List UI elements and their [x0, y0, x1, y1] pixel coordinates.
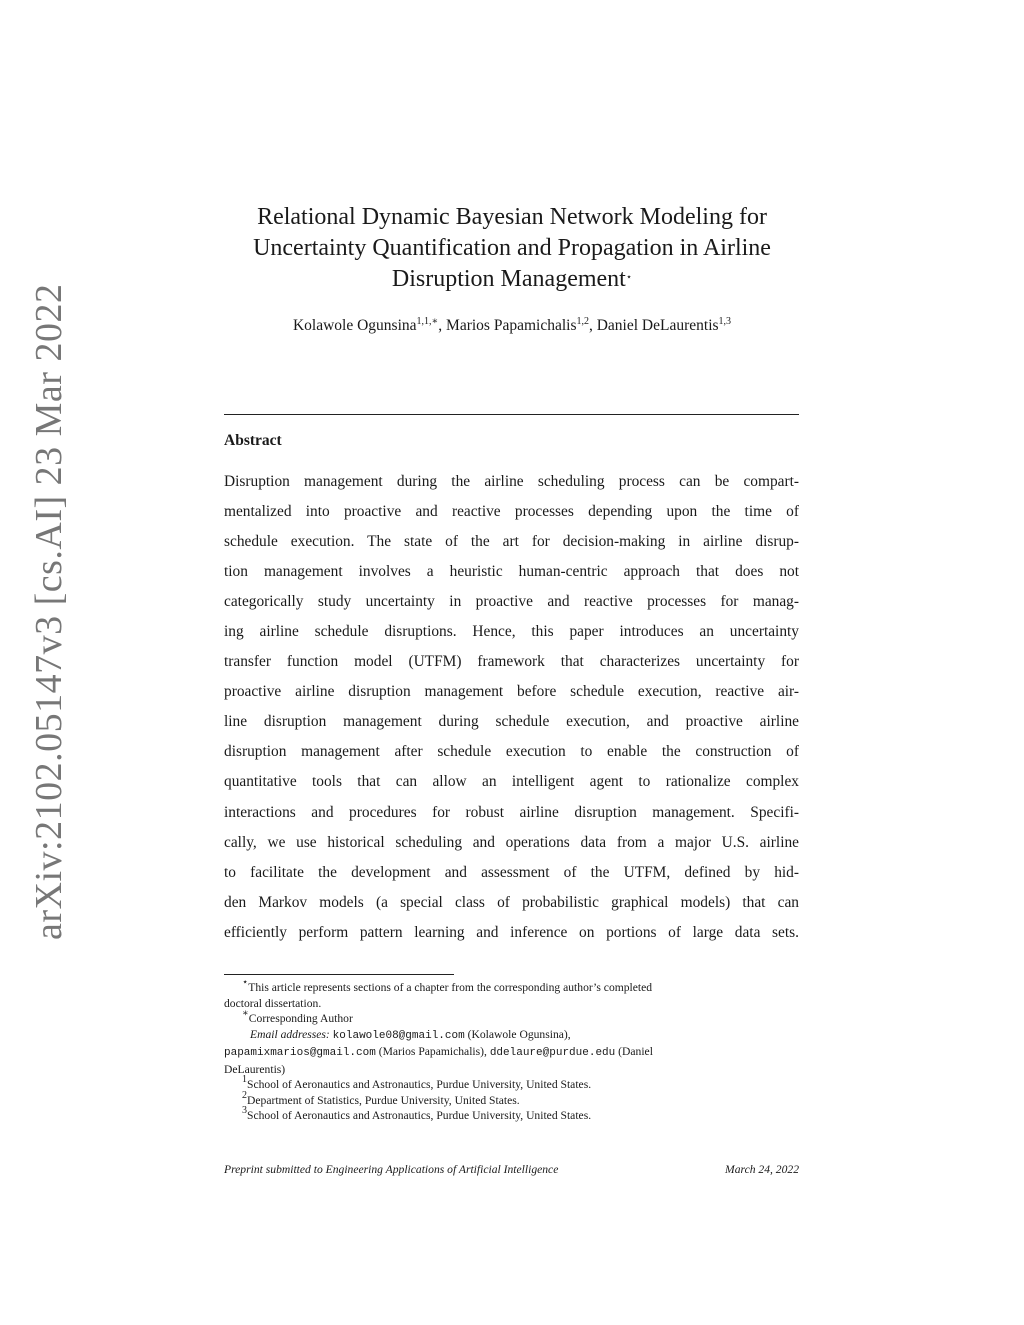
affiliation-2: $^2$Department of Statistics, Purdue University, United States.	[242, 1089, 520, 1107]
title-line-2: Uncertainty Quantification and Propagation in Airline	[253, 235, 771, 261]
affiliation-1: $^1$School of Aeronautics and Astronautics, Purdue University, United States.	[242, 1074, 592, 1091]
footnote-emails-cont: papamixmarios@gmail.com (Marios Papamichalis), ddelaure@purdue.edu (Daniel	[224, 1045, 653, 1059]
title-line-1: Relational Dynamic Bayesian Network Modeling for	[257, 204, 767, 230]
footer-date: March 24, 2022	[725, 1163, 799, 1176]
author-name: Marios Papamichalis	[446, 317, 577, 334]
abstract-line: efficiently perform pattern learning and inference on portions of large data sets.	[224, 923, 799, 941]
abstract-line: Disruption management during the airline scheduling process can be compart-	[224, 473, 799, 490]
abstract-line: line disruption management during schedule execution, and proactive airline	[224, 713, 799, 731]
arxiv-identifier-stamp: arXiv:2102.05147v3 [cs.AI] 23 Mar 2022	[28, 283, 70, 940]
preprint-footer	[224, 1163, 799, 1176]
abstract-heading: Abstract	[224, 432, 282, 449]
author-affiliation-mark: 1,3	[718, 316, 732, 327]
abstract-line: to facilitate the development and assessment of the UTFM, defined by hid-	[224, 863, 799, 881]
abstract-body	[224, 467, 799, 948]
abstract-line: quantitative tools that can allow an intelligent agent to rationalize complex	[224, 773, 799, 791]
email-link[interactable]: kolawole08@gmail.com	[332, 1029, 465, 1042]
title-footnote-mark: ⋆	[625, 272, 633, 283]
abstract-line: disruption management after schedule execution to enable the construction of	[224, 743, 799, 761]
abstract-line: proactive airline disruption management before schedule execution, reactive air-	[224, 683, 799, 701]
author-affiliation-mark: 1,2	[576, 316, 589, 327]
footnote-emails-cont2: DeLaurentis)	[224, 1062, 286, 1076]
abstract-line: schedule execution. The state of the art for decision-making in airline disrup-	[224, 533, 799, 551]
affiliation-3: $^3$School of Aeronautics and Astronautics, Purdue University, United States.	[242, 1105, 592, 1122]
author-name: Daniel DeLaurentis	[596, 317, 719, 334]
abstract-line: cally, we use historical scheduling and operations data from a major U.S. airline	[224, 833, 799, 851]
footer-journal: Preprint submitted to Engineering Applications of Artificial Intelligence	[224, 1163, 559, 1176]
abstract-line: mentalized into proactive and reactive processes depending upon the time of	[224, 503, 799, 521]
email-link[interactable]: ddelaure@purdue.edu	[489, 1047, 616, 1059]
abstract-line: categorically study uncertainty in proactive and reactive processes for manag-	[224, 593, 799, 611]
abstract-line: den Markov models (a special class of probabilistic graphical models) that can	[224, 893, 799, 911]
abstract-line: interactions and procedures for robust airline disruption management. Specifi-	[224, 803, 799, 821]
author-name: Kolawole Ogunsina	[292, 317, 417, 334]
author-affiliation-mark: 1,1,∗	[416, 316, 439, 327]
email-link[interactable]: papamixmarios@gmail.com	[224, 1047, 376, 1059]
author-list: Kolawole Ogunsina$^{1,1,∗}$, Marios Papamichalis$^{1,2}$, Daniel DeLaurentis$^{1,3}$	[292, 316, 732, 334]
paper-title	[222, 202, 802, 295]
title-line-3: Disruption Management⋆	[391, 266, 633, 292]
footnote-corresponding: ∗Corresponding Author	[242, 1008, 353, 1025]
abstract-line: transfer function model (UTFM) framework that characterizes uncertainty for	[224, 653, 799, 671]
footnote-star-cont: doctoral dissertation.	[224, 996, 322, 1010]
abstract-top-rule	[224, 414, 799, 415]
abstract-line: tion management involves a heuristic human-centric approach that does not	[224, 563, 799, 581]
footnote-star: ⋆This article represents sections of a chapter from the corresponding author’s completed	[242, 977, 653, 994]
footnotes	[224, 977, 799, 1124]
footnote-emails: Email addresses: kolawole08@gmail.com (Kolawole Ogunsina),	[250, 1027, 571, 1042]
abstract-line: ing airline schedule disruptions. Hence, this paper introduces an uncertainty	[224, 623, 799, 641]
footnote-rule	[224, 974, 454, 975]
